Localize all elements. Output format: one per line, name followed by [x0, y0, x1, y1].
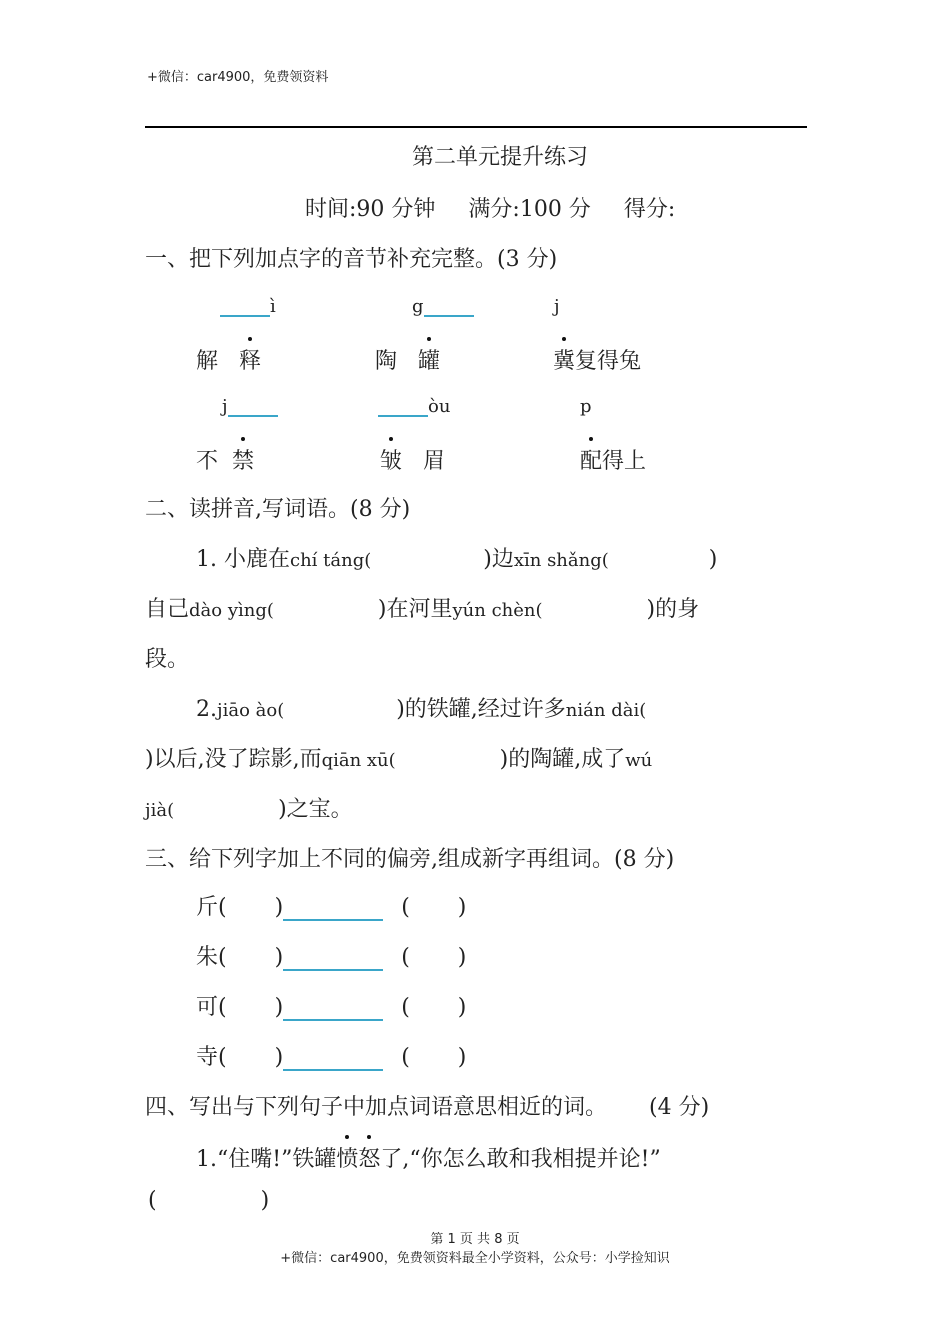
answer-blank[interactable]	[220, 315, 270, 317]
q2-heading: 二、读拼音,写词语。(8 分)	[145, 497, 411, 522]
q2-line-2: 自己dào yìng( )在河里yún chèn( )的身	[145, 597, 700, 622]
q1-word-1: 解 释	[196, 344, 261, 375]
q3-row: 寺( ) ( )	[196, 1045, 467, 1070]
q1-word-3: 冀复得兔	[553, 344, 641, 375]
q2-line-1: 1. 小鹿在chí táng( )边xīn shǎng( )	[196, 547, 718, 572]
q1-py-1: ì	[220, 296, 276, 317]
q1-py-5: òu	[378, 396, 450, 417]
answer-blank[interactable]	[283, 899, 383, 921]
footer-note: +微信：car4900，免费领资料最全小学资料，公众号：小学捡知识	[280, 1251, 670, 1266]
q3-row: 朱( ) ( )	[196, 945, 467, 970]
page-title: 第二单元提升练习	[411, 145, 588, 170]
exam-meta	[305, 192, 701, 223]
q1-py-6: p	[580, 396, 592, 417]
q4-answer-paren: ( )	[148, 1188, 270, 1213]
answer-blank[interactable]	[378, 415, 428, 417]
full-score: 满分:100 分	[468, 197, 591, 222]
answer-blank[interactable]	[283, 949, 383, 971]
q2-line-3: 段。	[145, 647, 190, 672]
header-note: +微信：car4900，免费领资料	[147, 70, 329, 85]
time-limit: 时间:90 分钟	[305, 197, 436, 222]
q1-py-4: j	[222, 396, 278, 417]
page-number: 第 1 页 共 8 页	[430, 1232, 520, 1247]
q3-heading: 三、给下列字加上不同的偏旁,组成新字再组词。(8 分)	[145, 847, 675, 872]
header-rule	[145, 126, 807, 128]
answer-blank[interactable]	[424, 315, 474, 317]
q1-py-2: g	[412, 296, 474, 317]
q2-line-4: 2.jiāo ào( )的铁罐,经过许多nián dài(	[196, 697, 647, 722]
q2-line-6: jià( )之宝。	[145, 797, 353, 822]
q4-sentence-1: 1.“住嘴!”铁罐愤怒了,“你怎么敢和我相提并论!”	[196, 1142, 661, 1173]
q1-word-2: 陶 罐	[375, 344, 440, 375]
q1-heading: 一、把下列加点字的音节补充完整。(3 分)	[145, 247, 558, 272]
q3-row: 斤( ) ( )	[196, 895, 467, 920]
answer-blank[interactable]	[228, 415, 278, 417]
answer-blank[interactable]	[283, 1049, 383, 1071]
q1-py-3: j	[554, 296, 560, 317]
q1-word-5: 皱 眉	[380, 444, 445, 475]
score-field: 得分:	[623, 197, 676, 222]
q3-row: 可( ) ( )	[196, 995, 467, 1020]
q1-word-4: 不 禁	[196, 444, 254, 475]
answer-blank[interactable]	[283, 999, 383, 1021]
q4-heading: 四、写出与下列句子中加点词语意思相近的词。 (4 分)	[145, 1095, 710, 1120]
q2-line-5: )以后,没了踪影,而qiān xū( )的陶罐,成了wú	[145, 747, 653, 772]
q1-word-6: 配得上	[580, 444, 646, 475]
